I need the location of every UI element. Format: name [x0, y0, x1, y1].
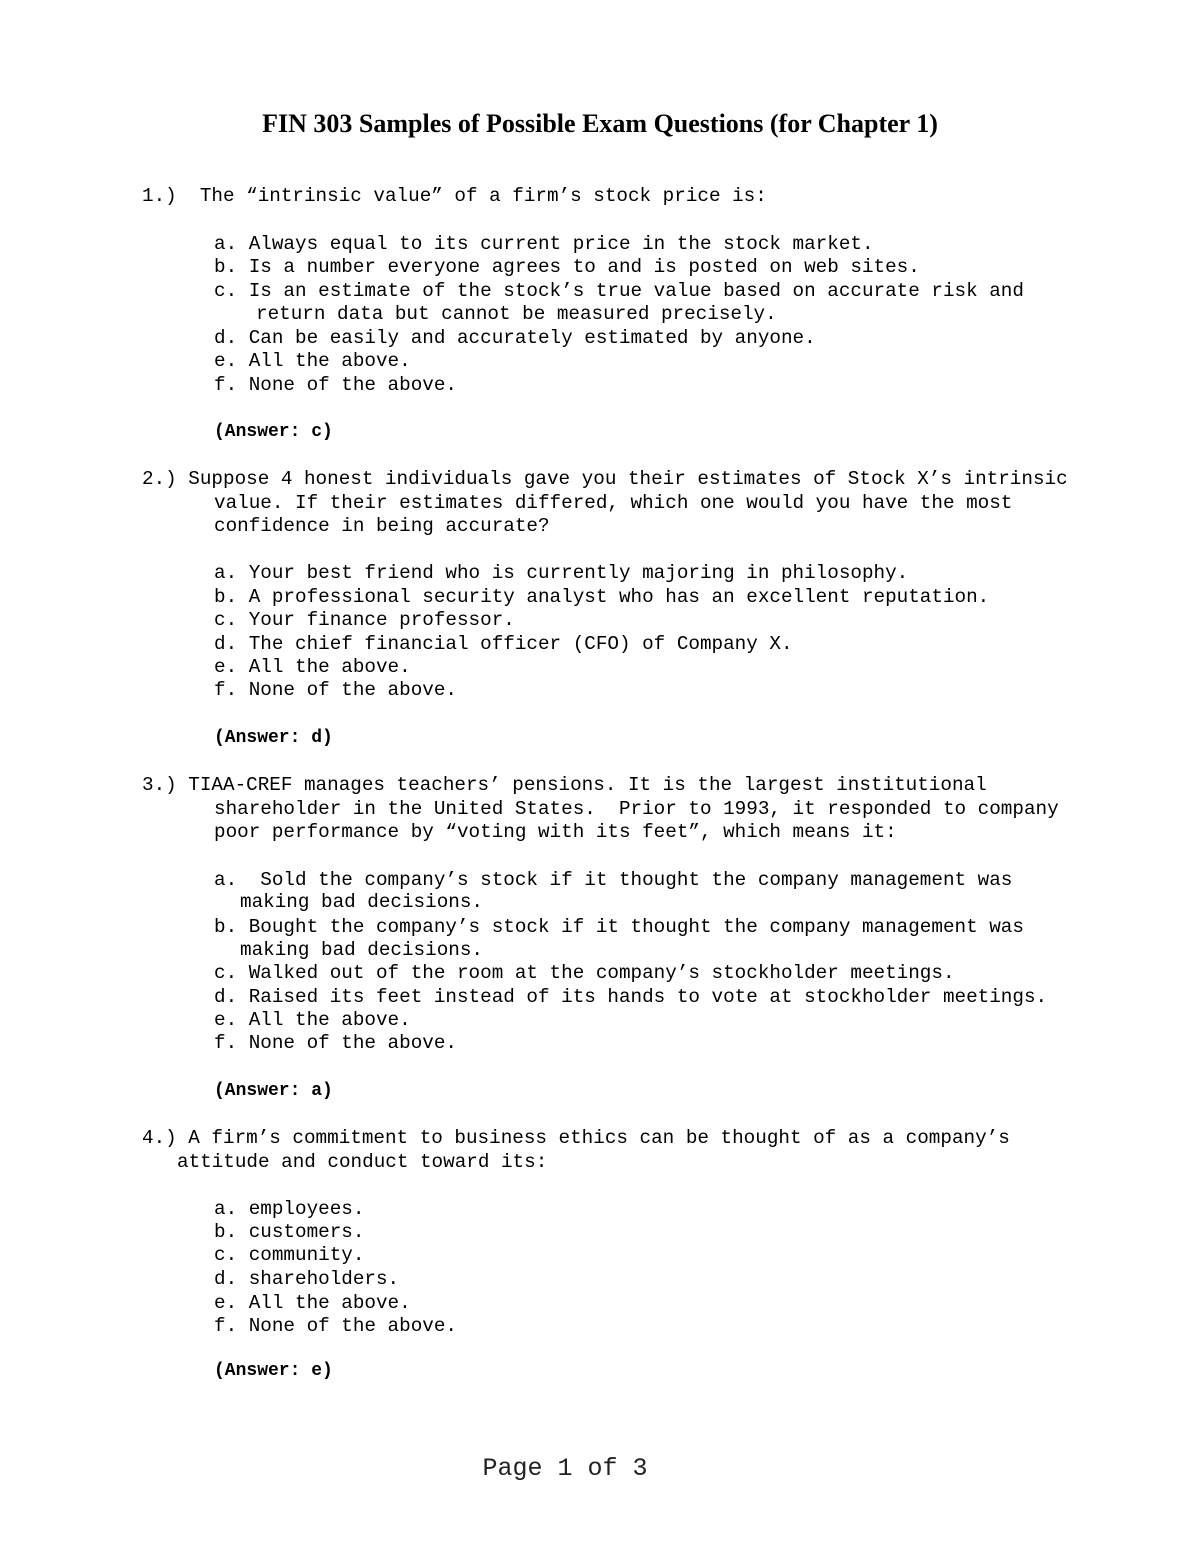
- option-c: c. community.: [214, 1244, 365, 1266]
- question-stem-line: shareholder in the United States. Prior to 1993, it responded to company: [214, 798, 1059, 820]
- question-stem-line: poor performance by “voting with its feet”, which means it:: [214, 821, 897, 843]
- option-a: a. Sold the company’s stock if it thought the company management was: [214, 869, 1013, 891]
- answer-label: (Answer: a): [214, 1081, 333, 1101]
- question-stem-line: attitude and conduct toward its:: [177, 1151, 548, 1173]
- answer-label: (Answer: d): [214, 728, 333, 748]
- option-e: e. All the above.: [214, 350, 411, 372]
- question-stem-line: 2.) Suppose 4 honest individuals gave you their estimates of Stock X’s intrinsic: [142, 468, 1068, 490]
- option-f: f. None of the above.: [214, 1032, 457, 1054]
- option-b: b. A professional security analyst who has an excellent reputation.: [214, 586, 990, 608]
- option-c-continued: return data but cannot be measured precisely.: [256, 303, 777, 325]
- option-a: a. employees.: [214, 1198, 365, 1220]
- option-d: d. Can be easily and accurately estimated by anyone.: [214, 327, 816, 349]
- option-a: a. Always equal to its current price in the stock market.: [214, 233, 874, 255]
- option-a: a. Your best friend who is currently majoring in philosophy.: [214, 562, 909, 584]
- question-stem-line: confidence in being accurate?: [214, 515, 550, 537]
- option-f: f. None of the above.: [214, 1315, 457, 1337]
- question-stem-line: 1.) The “intrinsic value” of a firm’s stock price is:: [142, 185, 767, 207]
- option-b: b. Bought the company’s stock if it thought the company management was: [214, 916, 1024, 938]
- option-b: b. Is a number everyone agrees to and is posted on web sites.: [214, 256, 920, 278]
- option-c: c. Is an estimate of the stock’s true value based on accurate risk and: [214, 280, 1024, 302]
- option-b-continued: making bad decisions.: [240, 939, 483, 961]
- option-e: e. All the above.: [214, 656, 411, 678]
- question-stem-line: 4.) A firm’s commitment to business ethics can be thought of as a company’s: [142, 1127, 1010, 1149]
- option-e: e. All the above.: [214, 1292, 411, 1314]
- option-c: c. Your finance professor.: [214, 609, 515, 631]
- option-e: e. All the above.: [214, 1009, 411, 1031]
- question-stem-line: 3.) TIAA-CREF manages teachers’ pensions. It is the largest institutional: [142, 774, 987, 796]
- option-c: c. Walked out of the room at the company’s stockholder meetings.: [214, 962, 955, 984]
- question-stem-line: value. If their estimates differed, which one would you have the most: [214, 492, 1013, 514]
- option-d: d. Raised its feet instead of its hands to vote at stockholder meetings.: [214, 986, 1048, 1008]
- answer-label: (Answer: e): [214, 1361, 333, 1381]
- page-title: FIN 303 Samples of Possible Exam Questions (for Chapter 1): [262, 109, 938, 138]
- option-d: d. shareholders.: [214, 1268, 400, 1290]
- option-d: d. The chief financial officer (CFO) of Company X.: [214, 633, 793, 655]
- option-f: f. None of the above.: [214, 679, 457, 701]
- option-f: f. None of the above.: [214, 374, 457, 396]
- page-number: Page 1 of 3: [482, 1454, 648, 1483]
- answer-label: (Answer: c): [214, 422, 333, 442]
- option-b: b. customers.: [214, 1221, 365, 1243]
- option-a-continued: making bad decisions.: [240, 891, 483, 913]
